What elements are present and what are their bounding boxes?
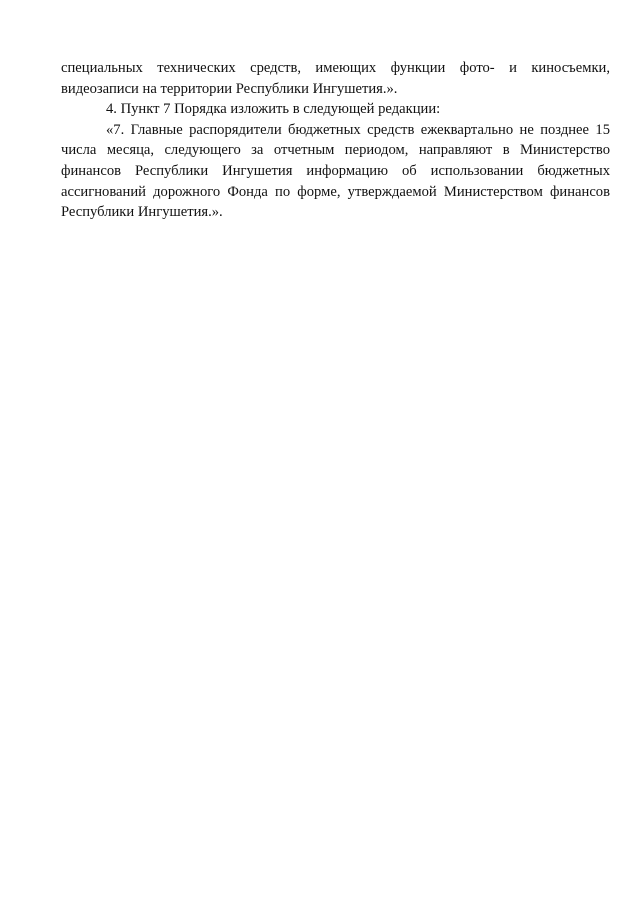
paragraph-item-7-quote: «7. Главные распорядители бюджетных средств ежеквартально не позднее 15 числа месяца, следующего за отчетным периодом, направляют в Министерство финансов Республики Ингушетия информацию об использовании бюджетных ассигнований дорожного Фонда по форме, утверждаемой Министерством финансов Республики Ингушетия.». [61,121,610,221]
paragraph-continuation: специальных технических средств, имеющих функции фото- и киносъемки, видеозаписи на территории Республики Ингушетия.». [61,60,610,97]
paragraph-item-4: 4. Пункт 7 Порядка изложить в следующей редакции: [106,101,441,118]
document-body [61,58,610,223]
